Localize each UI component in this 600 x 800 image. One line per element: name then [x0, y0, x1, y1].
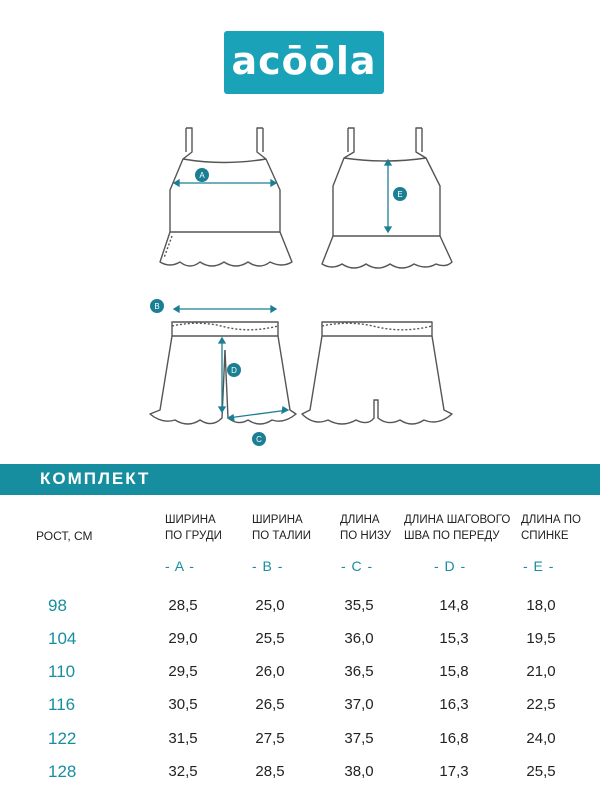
column-header-a-line2: ПО ГРУДИ [165, 530, 222, 542]
top-back-drawing [322, 128, 452, 268]
column-header-c [340, 512, 391, 544]
brand-logo [224, 31, 384, 94]
row-size: 122 [48, 729, 77, 748]
row-size: 110 [48, 662, 76, 681]
value-e: 22,5 [526, 696, 556, 713]
marker-a: A [199, 171, 205, 180]
value-d: 17,3 [439, 763, 469, 780]
value-a: 29,5 [168, 663, 198, 680]
value-a: 32,5 [168, 763, 198, 780]
value-a: 28,5 [168, 597, 198, 614]
column-header-e-line1: ДЛИНА ПО [521, 514, 581, 526]
column-header-d-line2: ШВА ПО ПЕРЕДУ [404, 530, 500, 542]
value-c: 36,0 [344, 630, 374, 647]
value-d: 15,8 [439, 663, 469, 680]
value-e: 18,0 [526, 597, 556, 614]
column-header-e-line2: СПИНКЕ [521, 530, 569, 542]
value-b: 27,5 [255, 730, 285, 747]
column-code-e: - E - [523, 558, 555, 574]
marker-d: D [231, 366, 237, 375]
value-a: 31,5 [168, 730, 198, 747]
column-header-c-line2: ПО НИЗУ [340, 530, 392, 542]
column-header-b-line2: ПО ТАЛИИ [252, 530, 312, 542]
value-a: 29,0 [168, 630, 198, 647]
row-size: 116 [48, 695, 76, 714]
value-b: 26,0 [255, 663, 285, 680]
column-header-b [252, 512, 311, 544]
value-c: 38,0 [344, 763, 374, 780]
value-e: 24,0 [526, 730, 556, 747]
marker-e: E [397, 190, 403, 199]
section-band [0, 464, 600, 495]
value-d: 14,8 [439, 597, 469, 614]
top-front-drawing [160, 128, 292, 266]
value-b: 25,5 [255, 630, 285, 647]
column-code-d: - D - [434, 558, 467, 574]
value-e: 25,5 [526, 763, 556, 780]
value-e: 19,5 [526, 630, 556, 647]
value-d: 16,8 [439, 730, 469, 747]
column-code-c: - C - [341, 558, 374, 574]
value-e: 21,0 [526, 663, 556, 680]
column-header-c-line1: ДЛИНА [340, 514, 380, 526]
marker-c: C [256, 435, 262, 444]
shorts-back-drawing [302, 322, 452, 424]
value-b: 25,0 [255, 597, 285, 614]
row-size: 104 [48, 629, 77, 648]
marker-b: B [154, 302, 160, 311]
column-code-b: - B - [252, 558, 284, 574]
column-header-e [521, 512, 581, 544]
value-d: 15,3 [439, 630, 469, 647]
garment-diagrams [0, 110, 600, 455]
row-size: 128 [48, 762, 77, 781]
value-d: 16,3 [439, 696, 469, 713]
value-c: 37,5 [344, 730, 374, 747]
column-header-d-line1: ДЛИНА ШАГОВОГО [404, 514, 511, 526]
value-b: 26,5 [255, 696, 285, 713]
height-header: РОСТ, СМ [36, 529, 93, 543]
column-code-a: - A - [165, 558, 195, 574]
column-header-d [404, 512, 510, 544]
logo-text: acōōla [231, 38, 377, 83]
row-size: 98 [48, 596, 67, 615]
value-c: 37,0 [344, 696, 374, 713]
value-a: 30,5 [168, 696, 198, 713]
value-b: 28,5 [255, 763, 285, 780]
column-header-a-line1: ШИРИНА [165, 514, 216, 526]
value-c: 35,5 [344, 597, 374, 614]
column-header-b-line1: ШИРИНА [252, 514, 303, 526]
value-c: 36,5 [344, 663, 374, 680]
column-header-a [165, 512, 222, 544]
section-title: КОМПЛЕКТ [40, 469, 151, 488]
